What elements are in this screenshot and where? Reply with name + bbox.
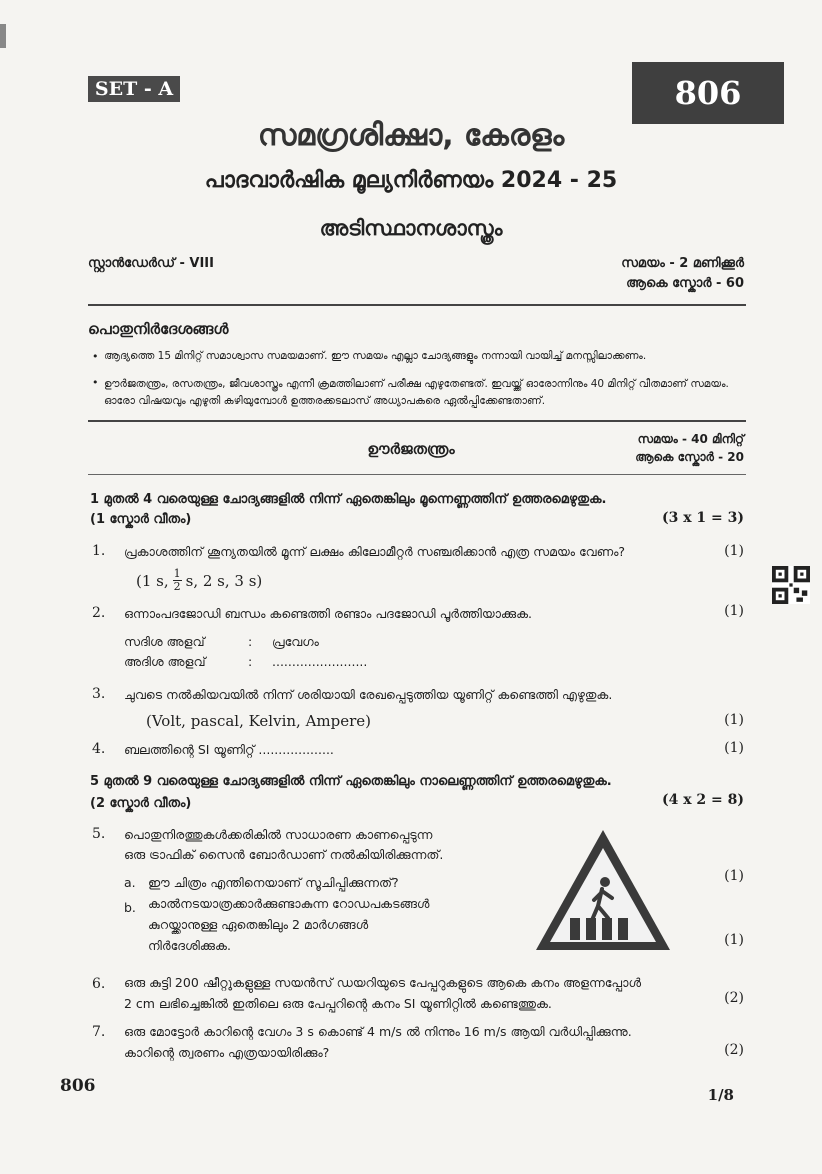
time-label: സമയം - 2 മണിക്കൂർ xyxy=(621,256,744,271)
q2-mark: (1) xyxy=(724,603,744,619)
q5b-line2: കുറയ്ക്കാനുള്ള ഏതെങ്കിലും 2 മാർഗങ്ങൾ xyxy=(148,917,369,932)
q5a-text: ഈ ചിത്രം എന്തിനെയാണ് സൂചിപ്പിക്കുന്നത്? xyxy=(148,875,399,890)
instruction-item-1: ആദ്യത്തെ 15 മിനിറ്റ് സമാശ്വാസ സമയമാണ്. ഈ സമയം എല്ലാ ചോദ്യങ്ങളും നന്നായി വായിച്ച് മനസ്സിലാക്കണം. xyxy=(104,350,647,362)
section-time: സമയം - 40 മിനിറ്റ് xyxy=(637,432,744,446)
q5-line1: പൊതുനിരത്തുകൾക്കരികിൽ സാധാരണ കാണപ്പെടുന്ന xyxy=(124,827,433,842)
q2-row1-right: പ്രവേഗം xyxy=(272,634,319,649)
half-fraction xyxy=(173,568,182,593)
section-divider xyxy=(88,474,746,475)
q1-option-rest: s, 2 s, 3 s) xyxy=(185,571,263,590)
q3-text: ചുവടെ നൽകിയവയിൽ നിന്ന് ശരിയായി രേഖപ്പെടുത്തിയ യൂണിറ്റ് കണ്ടെത്തി എഴുതുക. xyxy=(124,687,613,702)
q5-line2: ഒരു ട്രാഫിക് സൈൻ ബോർഡാണ് നൽകിയിരിക്കുന്നത്. xyxy=(124,847,444,862)
page-number: 1/8 xyxy=(707,1086,734,1104)
q2-row2-colon: : xyxy=(248,654,253,669)
part2-instruction: 5 മുതൽ 9 വരെയുള്ള ചോദ്യങ്ങളിൽ നിന്ന് ഏതെങ്കിലും നാലെണ്ണത്തിന് ഉത്തരമെഴുതുക. xyxy=(90,774,612,789)
q6-mark: (2) xyxy=(724,990,744,1006)
q4-mark: (1) xyxy=(724,740,744,756)
q1-options xyxy=(136,568,262,593)
q2-text: ഒന്നാംപദജോഡി ബന്ധം കണ്ടെത്തി രണ്ടാം പദജോഡി പൂർത്തിയാക്കുക. xyxy=(124,606,533,621)
section-title: ഊർജതന്ത്രം xyxy=(367,440,455,458)
q5a-mark: (1) xyxy=(724,868,744,884)
footer-paper-code: 806 xyxy=(60,1076,96,1096)
part2-marks: (4 x 2 = 8) xyxy=(661,792,744,808)
q5b-line1: കാൽനടയാത്രക്കാർക്കുണ്ടാകുന്ന റോഡപകടങ്ങൾ xyxy=(148,896,430,911)
instruction-item-2: ഊർജതന്ത്രം, രസതന്ത്രം, ജീവശാസ്ത്രം എന്നീ ക്രമത്തിലാണ് പരീക്ഷ എഴുതേണ്ടത്. ഇവയ്ക്ക് ഓരോന്നിനും 40 മിനിറ്റ് വീതമാണ് സമയം. ഓരോ വിഷയവും എഴുതി കഴിയുമ്പോൾ ഉത്തരക്കടലാസ് അധ്യാപകരെ ഏൽപ്പിക്കേണ്ടതാണ്. xyxy=(104,378,729,407)
section-score: ആകെ സ്കോർ - 20 xyxy=(635,450,744,464)
question-number: 7. xyxy=(92,1024,106,1040)
q1-text: പ്രകാശത്തിന് ശൂന്യതയിൽ മൂന്ന് ലക്ഷം കിലോമീറ്റർ സഞ്ചരിക്കാൻ എത്ര സമയം വേണം? xyxy=(124,544,626,559)
part1-per-score: (1 സ്കോർ വീതം) xyxy=(90,512,192,527)
q2-row1-colon: : xyxy=(248,634,253,649)
total-score-label: ആകെ സ്കോർ - 60 xyxy=(626,276,744,291)
q7-mark: (2) xyxy=(724,1042,744,1058)
q5a-label: a. xyxy=(124,875,136,890)
bullet-icon: • xyxy=(92,350,99,363)
question-number: 6. xyxy=(92,976,106,992)
set-badge: SET - A xyxy=(88,76,180,102)
question-number: 1. xyxy=(92,543,106,559)
qr-code-icon xyxy=(772,566,810,604)
organization-title: സമഗ്രശിക്ഷാ, കേരളം xyxy=(257,118,565,153)
q3-options: (Volt, pascal, Kelvin, Ampere) xyxy=(146,712,371,730)
q2-row2-blank: ........................ xyxy=(272,654,368,669)
pedestrian-crossing-sign-icon xyxy=(532,826,674,954)
part1-instruction: 1 മുതൽ 4 വരെയുള്ള ചോദ്യങ്ങളിൽ നിന്ന് ഏതെങ്കിലും മൂന്നെണ്ണത്തിന് ഉത്തരമെഴുതുക. xyxy=(90,492,607,507)
question-number: 2. xyxy=(92,605,106,621)
q7-line2: കാറിന്റെ ത്വരണം എത്രയായിരിക്കും? xyxy=(124,1045,330,1060)
q1-mark: (1) xyxy=(724,543,744,559)
q3-mark: (1) xyxy=(724,712,744,728)
q5b-line3: നിർദേശിക്കുക. xyxy=(148,938,231,953)
q5b-mark: (1) xyxy=(724,932,744,948)
q7-line1: ഒരു മോട്ടോർ കാറിന്റെ വേഗം 3 s കൊണ്ട് 4 m/s ൽ നിന്നും 16 m/s ആയി വർധിപ്പിക്കുന്നു. xyxy=(124,1024,632,1039)
part1-marks: (3 x 1 = 3) xyxy=(661,510,744,526)
paper-code-badge: 806 xyxy=(632,62,784,124)
q6-line1: ഒരു കുട്ടി 200 ഷീറ്റുകളുള്ള സയൻസ് ഡയറിയുടെ പേപ്പറുകളുടെ ആകെ കനം അളന്നപ്പോൾ xyxy=(124,975,641,990)
q6-line2: 2 cm ലഭിച്ചെങ്കിൽ ഇതിലെ ഒരു പേപ്പറിന്റെ കനം SI യൂണിറ്റിൽ കണ്ടെത്തുക. xyxy=(124,996,552,1011)
part2-per-score: (2 സ്കോർ വീതം) xyxy=(90,796,192,811)
q2-row2-left: അദിശ അളവ് xyxy=(124,654,206,669)
exam-title: പാദവാർഷിക മൂല്യനിർണയം 2024 - 25 xyxy=(204,168,618,193)
q2-row1-left: സദിശ അളവ് xyxy=(124,634,205,649)
header-divider xyxy=(88,304,746,306)
bullet-icon: • xyxy=(92,376,99,389)
q4-text: ബലത്തിന്റെ SI യൂണിറ്റ് ................... xyxy=(124,742,334,757)
question-number: 3. xyxy=(92,686,106,702)
fraction-numerator: 1 xyxy=(173,567,181,580)
instructions-heading: പൊതുനിർദേശങ്ങൾ xyxy=(88,320,229,338)
scan-edge-mark xyxy=(0,24,6,48)
question-number: 4. xyxy=(92,741,106,757)
standard-label: സ്റ്റാൻഡേർഡ് - VIII xyxy=(88,256,214,271)
q1-option-1s: (1 s, xyxy=(136,571,169,590)
subject-title: അടിസ്ഥാനശാസ്ത്രം xyxy=(319,216,503,240)
question-number: 5. xyxy=(92,826,106,842)
fraction-denominator: 2 xyxy=(173,580,181,593)
q5b-label: b. xyxy=(124,900,136,915)
instructions-divider xyxy=(88,420,746,422)
